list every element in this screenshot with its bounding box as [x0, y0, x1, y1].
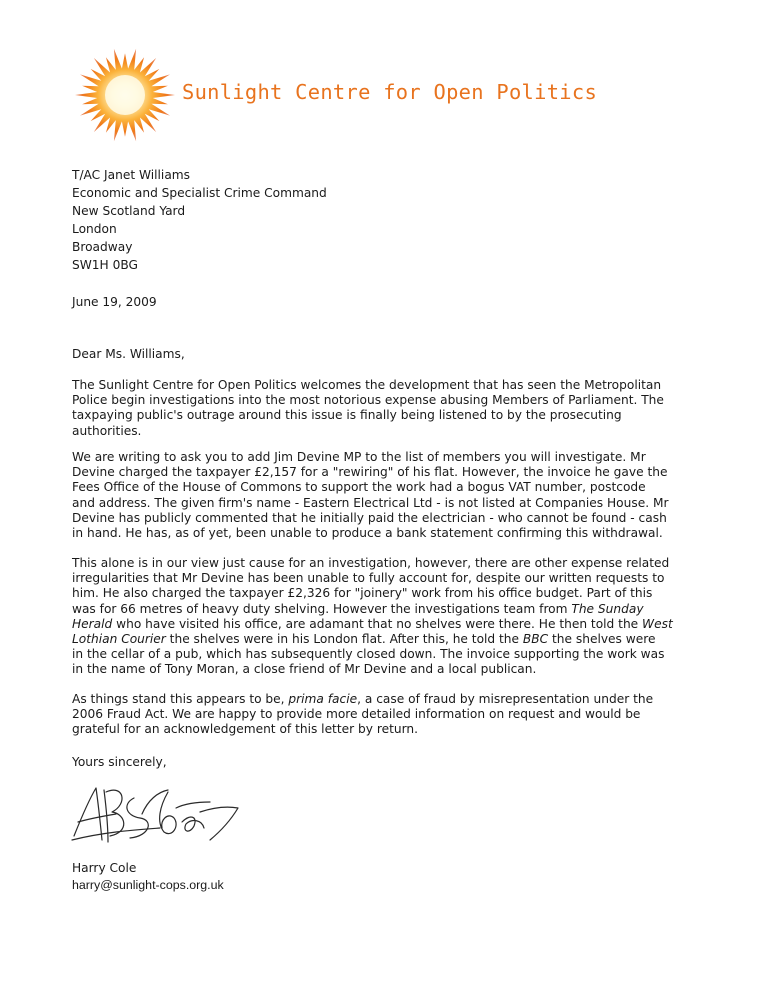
- recipient-line: SW1H 0BG: [72, 258, 138, 272]
- text-segment: As things stand this appears to be,: [72, 692, 289, 706]
- paragraph-line: Fees Office of the House of Commons to support the work had a bogus VAT number, postcode: [72, 480, 646, 495]
- paragraph-line: [72, 617, 702, 632]
- recipient-line: New Scotland Yard: [72, 204, 186, 218]
- paragraph-line: taxpaying public's outrage around this issue is finally being listened to by the prosecuting: [72, 408, 622, 423]
- salutation: Dear Ms. Williams,: [72, 347, 185, 361]
- letter-date: June 19, 2009: [72, 295, 157, 309]
- paragraph-line: him. He also charged the taxpayer £2,326 for "joinery" work from his office budget. Part of this: [72, 586, 653, 601]
- paragraph-line: in the name of Tony Moran, a close friend of Mr Devine and a local publican.: [72, 662, 537, 677]
- recipient-line: Economic and Specialist Crime Command: [72, 186, 327, 200]
- signer-name: Harry Cole: [72, 861, 137, 875]
- paragraph-line: The Sunlight Centre for Open Politics welcomes the development that has seen the Metropolitan: [72, 378, 662, 392]
- paragraph-2: [72, 450, 702, 541]
- handwritten-signature: [64, 778, 254, 850]
- text-segment: , a case of fraud by misrepresentation under the: [357, 692, 654, 706]
- paragraph-4: [72, 692, 702, 738]
- paragraph-line: [72, 602, 702, 617]
- signer-email: harry@sunlight-cops.org.uk: [72, 878, 224, 892]
- text-segment: the shelves were in his London flat. After this, he told the: [165, 631, 523, 646]
- paragraph-line: in hand. He has, as of yet, been unable to produce a bank statement confirming this withdrawal.: [72, 525, 663, 540]
- publication-name: West: [642, 616, 673, 631]
- sun-logo-icon: [70, 44, 180, 146]
- recipient-address: [72, 166, 702, 274]
- closing: Yours sincerely,: [72, 755, 167, 769]
- paragraph-line: [72, 692, 702, 707]
- paragraph-line: authorities.: [72, 423, 142, 438]
- paragraph-line: in the cellar of a pub, which has subsequently closed down. The invoice supporting the work was: [72, 647, 665, 662]
- paragraph-line: grateful for an acknowledgement of this letter by return.: [72, 722, 418, 737]
- text-segment: was for 66 metres of heavy duty shelving. However the investigations team from: [72, 601, 572, 616]
- paragraph-line: Devine has publicly commented that he initially paid the electrician - who cannot be found - cash: [72, 510, 667, 525]
- paragraph-line: Devine charged the taxpayer £2,157 for a "rewiring" of his flat. However, the invoice he gave the: [72, 465, 668, 480]
- text-segment: the shelves were: [548, 631, 656, 646]
- publication-name: Herald: [72, 616, 113, 631]
- recipient-line: T/AC Janet Williams: [72, 168, 191, 182]
- paragraph-line: Police begin investigations into the most notorious expense abusing Members of Parliament. The: [72, 393, 664, 408]
- paragraph-line: This alone is in our view just cause for an investigation, however, there are other expense related: [72, 556, 670, 570]
- recipient-line: London: [72, 222, 117, 236]
- paragraph-line: [72, 632, 702, 647]
- publication-name: Lothian Courier: [72, 631, 166, 646]
- publication-name: The Sunday: [571, 601, 644, 616]
- text-segment: who have visited his office, are adamant that no shelves were there. He then told the: [112, 616, 643, 631]
- paragraph-1: [72, 378, 702, 439]
- latin-term: prima facie: [288, 692, 358, 706]
- recipient-line: Broadway: [72, 240, 133, 254]
- paragraph-line: 2006 Fraud Act. We are happy to provide more detailed information on request and would be: [72, 707, 641, 722]
- organization-name: Sunlight Centre for Open Politics: [182, 80, 598, 104]
- publication-name: BBC: [522, 631, 549, 646]
- paragraph-3: [72, 556, 702, 678]
- paragraph-line: and address. The given firm's name - Eastern Electrical Ltd - is not listed at Companies House. Mr: [72, 495, 669, 510]
- paragraph-line: We are writing to ask you to add Jim Devine MP to the list of members you will investigate. Mr: [72, 450, 646, 464]
- paragraph-line: irregularities that Mr Devine has been unable to fully account for, despite our written requests to: [72, 571, 665, 586]
